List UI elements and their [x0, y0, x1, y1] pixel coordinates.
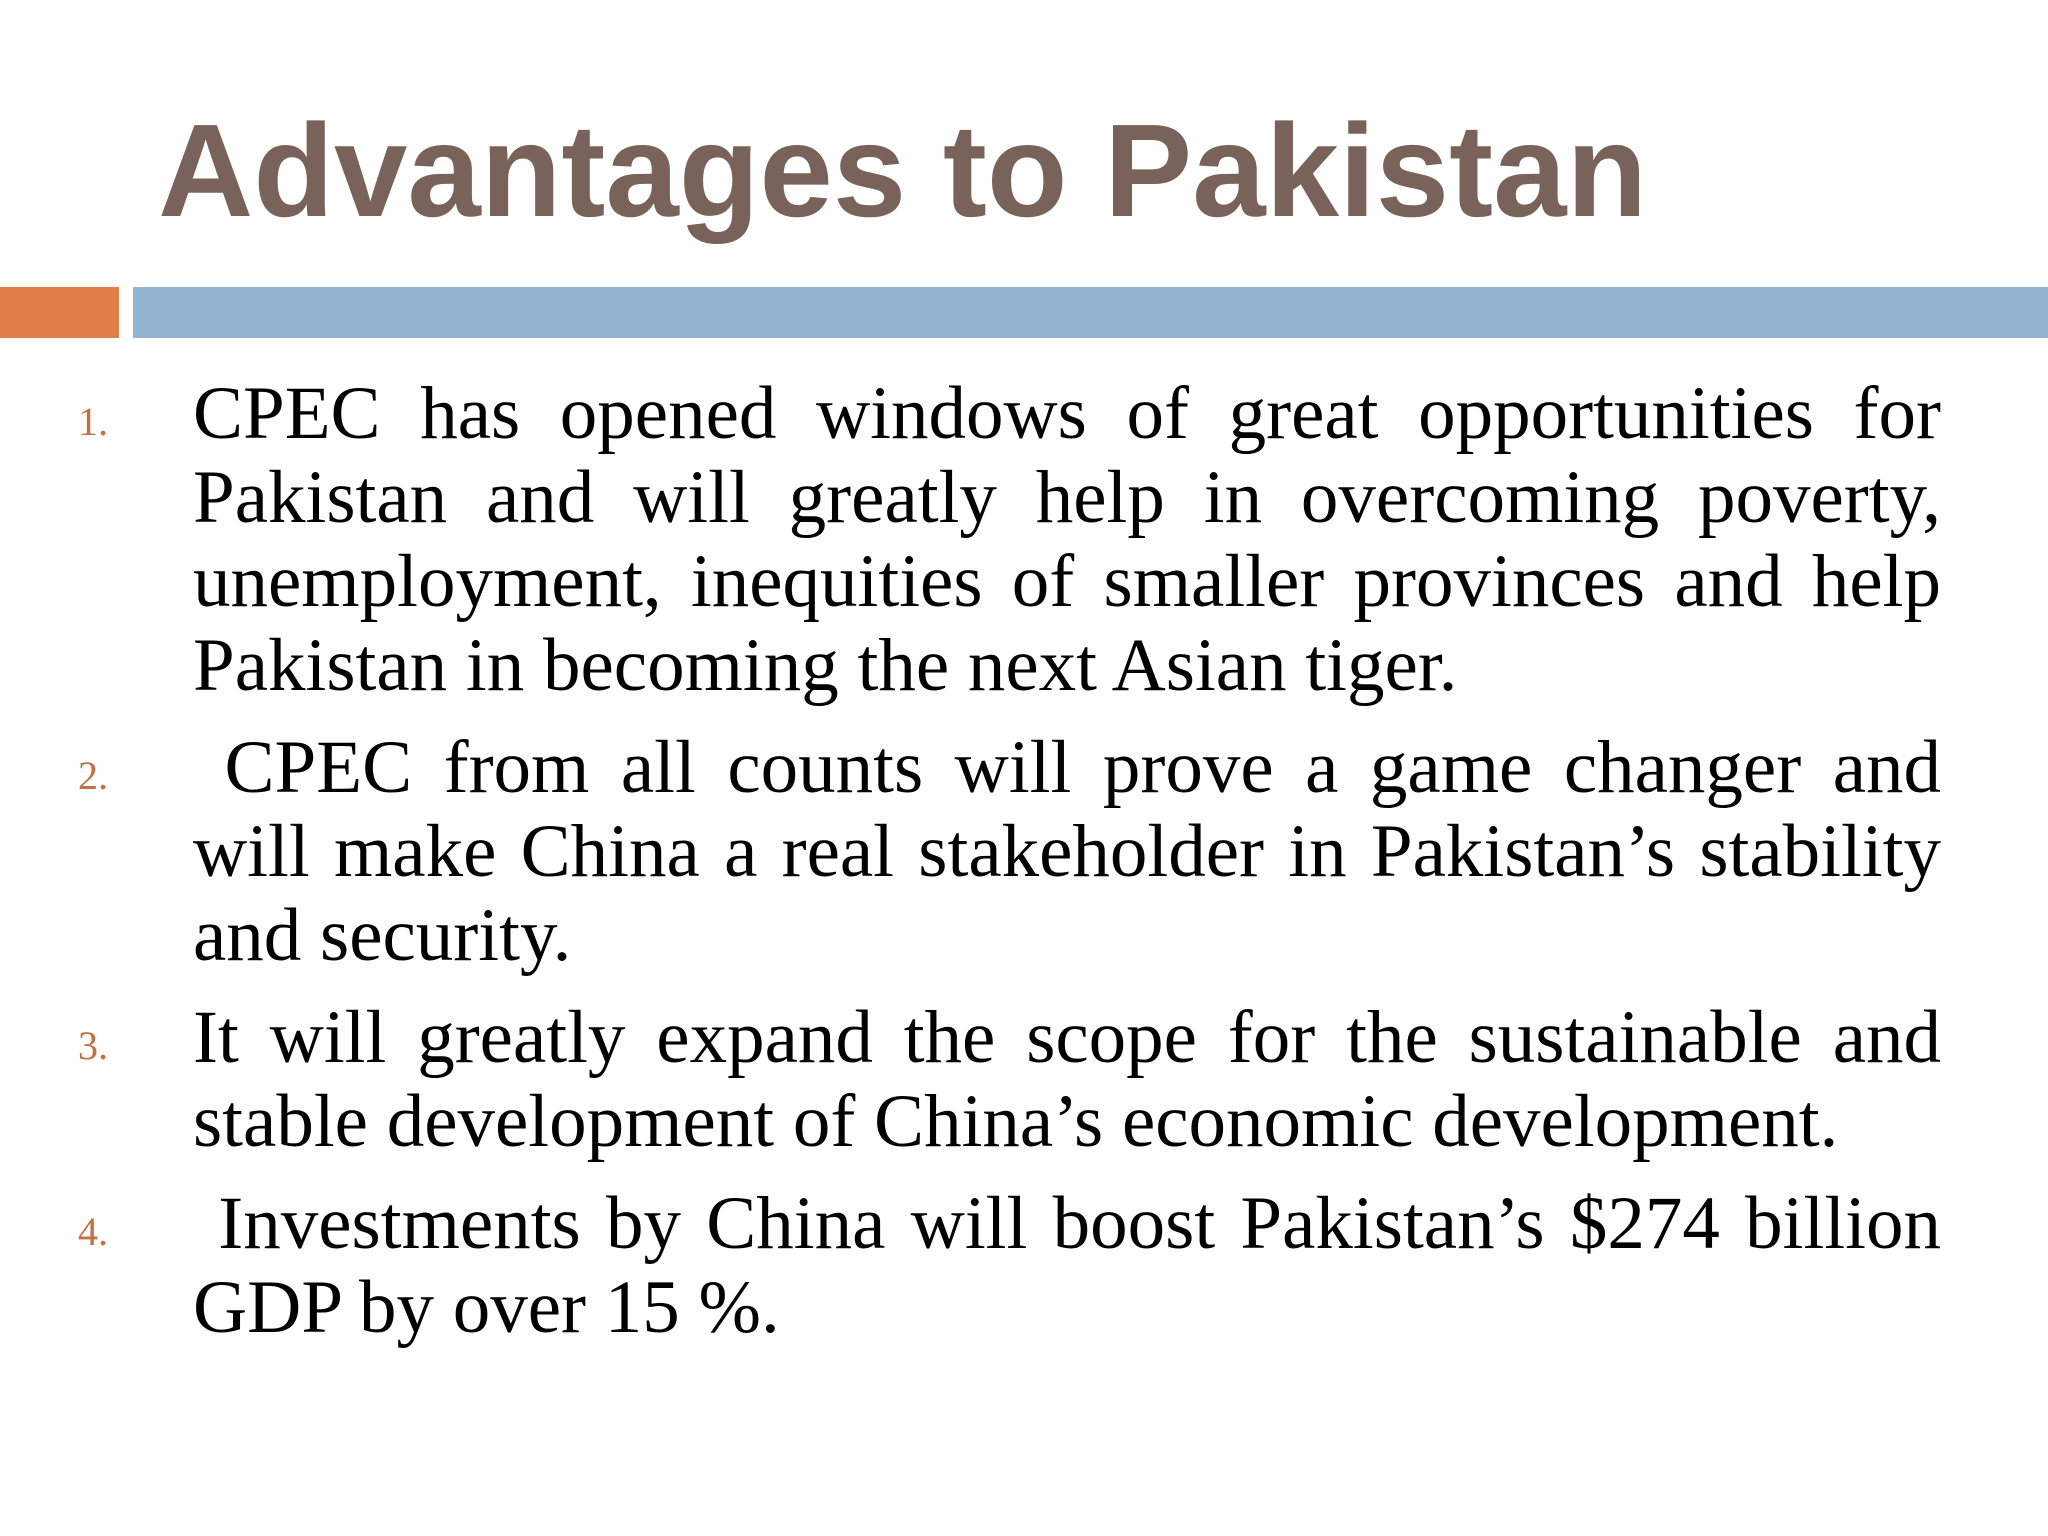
advantages-list [0, 372, 2048, 1368]
slide-title: Advantages to Pakistan [158, 97, 1648, 244]
title-divider-bar [133, 287, 2048, 338]
list-item [0, 726, 2048, 978]
list-item [0, 996, 2048, 1164]
list-item-number: 2. [78, 753, 108, 798]
list-item [0, 1182, 2048, 1350]
list-item-number: 4. [78, 1209, 108, 1254]
list-item-number: 1. [78, 399, 108, 444]
list-item-text: CPEC has opened windows of great opportunities for Pakistan and will greatly help in overcoming poverty, unemployment, inequities of smaller provinces and help Pakistan in becoming the next Asian tiger. [193, 372, 1960, 707]
accent-bar [0, 287, 119, 338]
list-item-number: 3. [78, 1023, 108, 1068]
list-item-text: CPEC from all counts will prove a game changer and will make China a real stakeholder in Pakistan’s stability and security. [193, 726, 1960, 977]
list-item-text: It will greatly expand the scope for the sustainable and stable development of China’s economic development. [193, 996, 1960, 1163]
list-item [0, 372, 2048, 708]
list-item-text: Investments by China will boost Pakistan’s $274 billion GDP by over 15 %. [193, 1182, 1960, 1349]
